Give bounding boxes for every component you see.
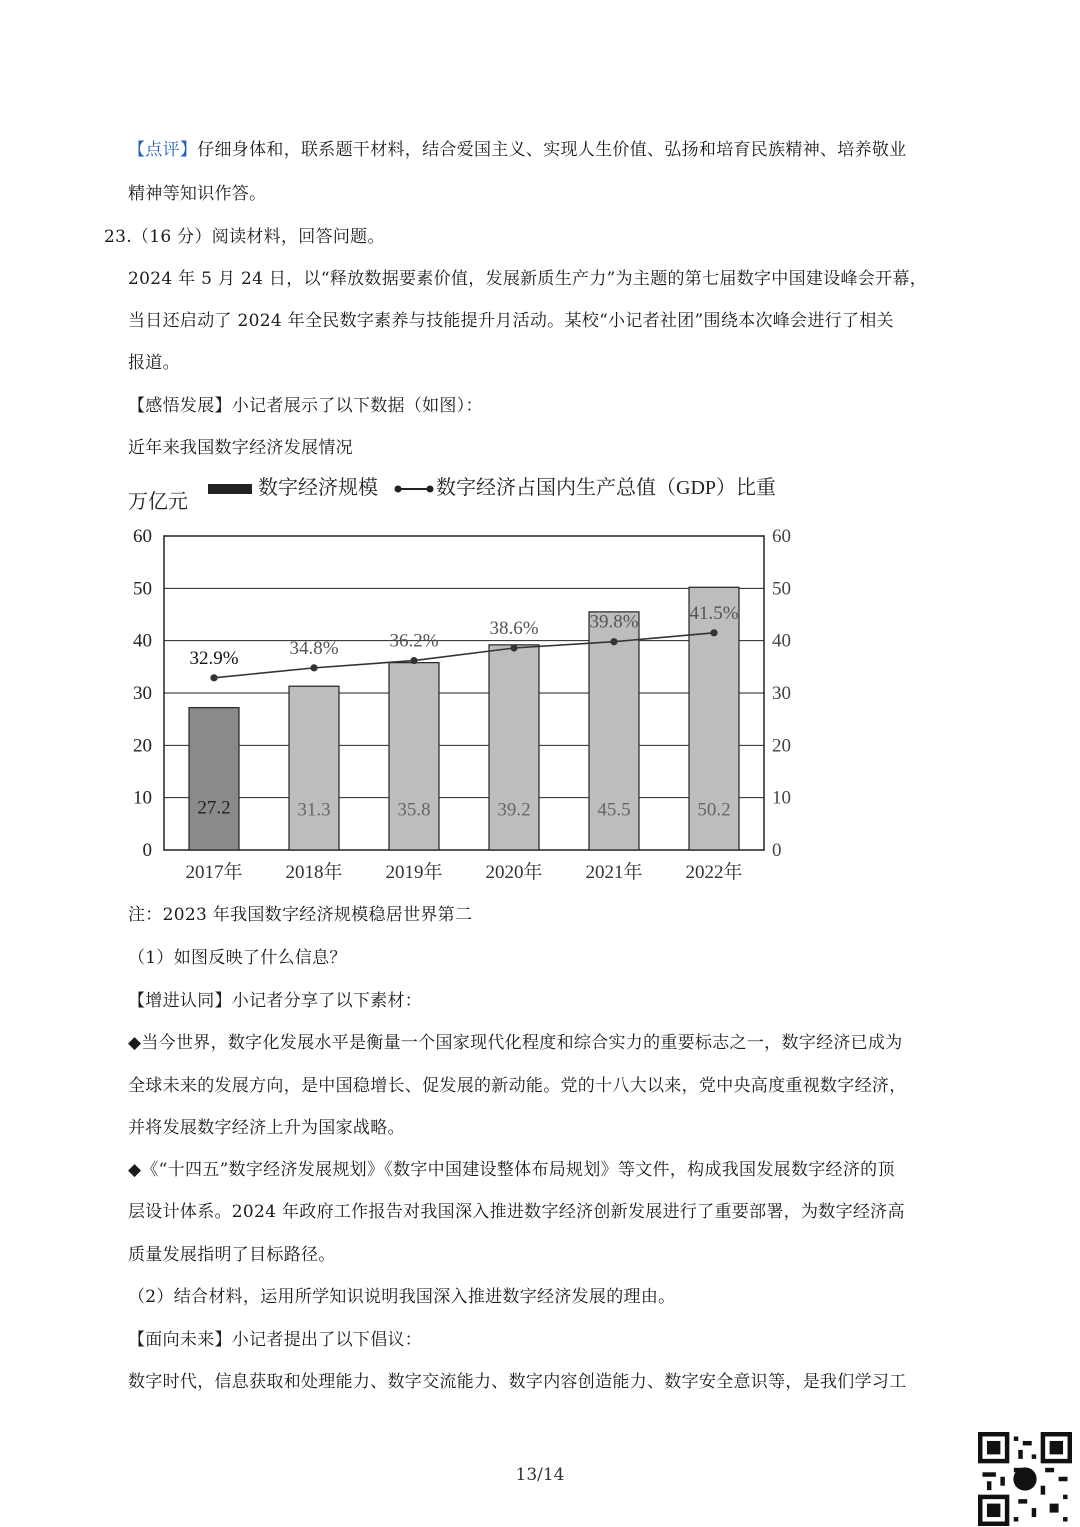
bar <box>389 663 439 850</box>
gdp-share-point <box>210 674 217 681</box>
y-tick-left: 0 <box>142 840 152 861</box>
legend-bar-swatch <box>208 484 252 494</box>
gdp-share-point <box>310 664 317 671</box>
y-tick-right: 10 <box>772 787 791 809</box>
review-line-2: 精神等知识作答。 <box>128 184 267 204</box>
y-tick-right: 0 <box>772 840 782 861</box>
material-2-line-1: ◆《“十四五”数字经济发展规划》《数字中国建设整体布局规划》等文件，构成我国发展数字经济的顶 <box>128 1160 895 1180</box>
y-tick-left: 10 <box>133 787 152 809</box>
last-line: 数字时代，信息获取和处理能力、数字交流能力、数字内容创造能力、数字安全意识等，是我们学习工 <box>128 1372 907 1392</box>
material-1-line-2: 全球未来的发展方向，是中国稳增长、促发展的新动能。党的十八大以来，党中央高度重视数字经济， <box>128 1076 907 1096</box>
y-tick-left: 60 <box>133 526 152 547</box>
page-number: 13/14 <box>515 1465 565 1485</box>
gdp-share-label: 34.8% <box>289 637 339 659</box>
bar-value-label: 31.3 <box>297 799 331 821</box>
y-tick-right: 40 <box>772 630 791 652</box>
legend-line-marker-right <box>427 486 434 493</box>
x-tick-label: 2021年 <box>585 862 643 883</box>
y-tick-right: 50 <box>772 578 791 600</box>
legend-line-label: 数字经济占国内生产总值（GDP）比重 <box>436 477 777 499</box>
intro-line-1: 2024 年 5 月 24 日，以“释放数据要素价值，发展新质生产力”为主题的第七届数字中国建设峰会开幕， <box>128 269 928 289</box>
legend-line-marker-left <box>395 486 402 493</box>
gdp-share-point <box>410 657 417 664</box>
gdp-share-label: 32.9% <box>189 647 239 669</box>
y-tick-right: 30 <box>772 683 791 704</box>
material-2-line-3: 质量发展指明了目标路径。 <box>128 1245 336 1265</box>
material-1-line-3: 并将发展数字经济上升为国家战略。 <box>128 1118 405 1138</box>
question-header: 23.（16 分）阅读材料，回答问题。 <box>104 227 385 247</box>
bar-value-label: 45.5 <box>597 799 631 821</box>
x-tick-label: 2017年 <box>185 862 243 883</box>
digital-economy-chart <box>120 470 820 890</box>
x-tick-label: 2018年 <box>285 862 343 883</box>
x-tick-label: 2022年 <box>685 862 743 883</box>
plot-area <box>133 526 791 883</box>
gdp-share-point <box>710 629 717 636</box>
bar-value-label: 39.2 <box>497 799 531 821</box>
bar <box>189 708 239 850</box>
bar-value-label: 27.2 <box>197 797 231 819</box>
gdp-share-label: 38.6% <box>489 617 539 639</box>
intro-line-3: 报道。 <box>128 353 180 373</box>
y-tick-left: 30 <box>133 683 152 704</box>
y-tick-left: 50 <box>133 578 152 600</box>
gdp-share-label: 41.5% <box>689 602 739 624</box>
qr-code-image <box>978 1432 1072 1526</box>
gdp-share-point <box>610 638 617 645</box>
intro-line-2: 当日还启动了 2024 年全民数字素养与技能提升月活动。某校“小记者社团”围绕本次峰会进行了相关 <box>128 311 894 331</box>
chart-caption: 近年来我国数字经济发展情况 <box>128 438 353 458</box>
legend-bar-label: 数字经济规模 <box>258 477 378 499</box>
section-title-1: 【感悟发展】小记者展示了以下数据（如图）： <box>128 396 483 416</box>
x-tick-label: 2020年 <box>485 862 543 883</box>
bar-value-label: 35.8 <box>397 799 431 821</box>
y-tick-left: 40 <box>133 630 152 652</box>
section-title-2: 【增进认同】小记者分享了以下素材： <box>128 991 423 1011</box>
gdp-share-point <box>510 644 517 651</box>
question-1: （1）如图反映了什么信息？ <box>128 948 347 968</box>
material-1-line-1: ◆当今世界，数字化发展水平是衡量一个国家现代化程度和综合实力的重要标志之一，数字经济已成为 <box>128 1033 903 1053</box>
gdp-share-label: 36.2% <box>389 630 439 652</box>
x-tick-label: 2019年 <box>385 862 443 883</box>
review-tag: 【点评】 <box>128 140 198 160</box>
bar-value-label: 50.2 <box>697 799 731 821</box>
chart-note: 注：2023 年我国数字经济规模稳居世界第二 <box>128 905 473 925</box>
section-title-3: 【面向未来】小记者提出了以下倡议： <box>128 1330 423 1350</box>
y-tick-left: 20 <box>133 735 152 757</box>
y-tick-right: 20 <box>772 735 791 757</box>
y-tick-right: 60 <box>772 526 791 547</box>
bar <box>289 686 339 850</box>
review-line-1: 【点评】仔细身体和，联系题干材料，结合爱国主义、实现人生价值、弘扬和培育民族精神、培养敬业 <box>128 140 907 160</box>
material-2-line-2: 层设计体系。2024 年政府工作报告对我国深入推进数字经济创新发展进行了重要部署，为数字经济高 <box>128 1202 905 1222</box>
gdp-share-label: 39.8% <box>589 611 639 633</box>
y-unit-label: 万亿元 <box>128 491 188 513</box>
question-2: （2）结合材料，运用所学知识说明我国深入推进数字经济发展的理由。 <box>128 1287 676 1307</box>
